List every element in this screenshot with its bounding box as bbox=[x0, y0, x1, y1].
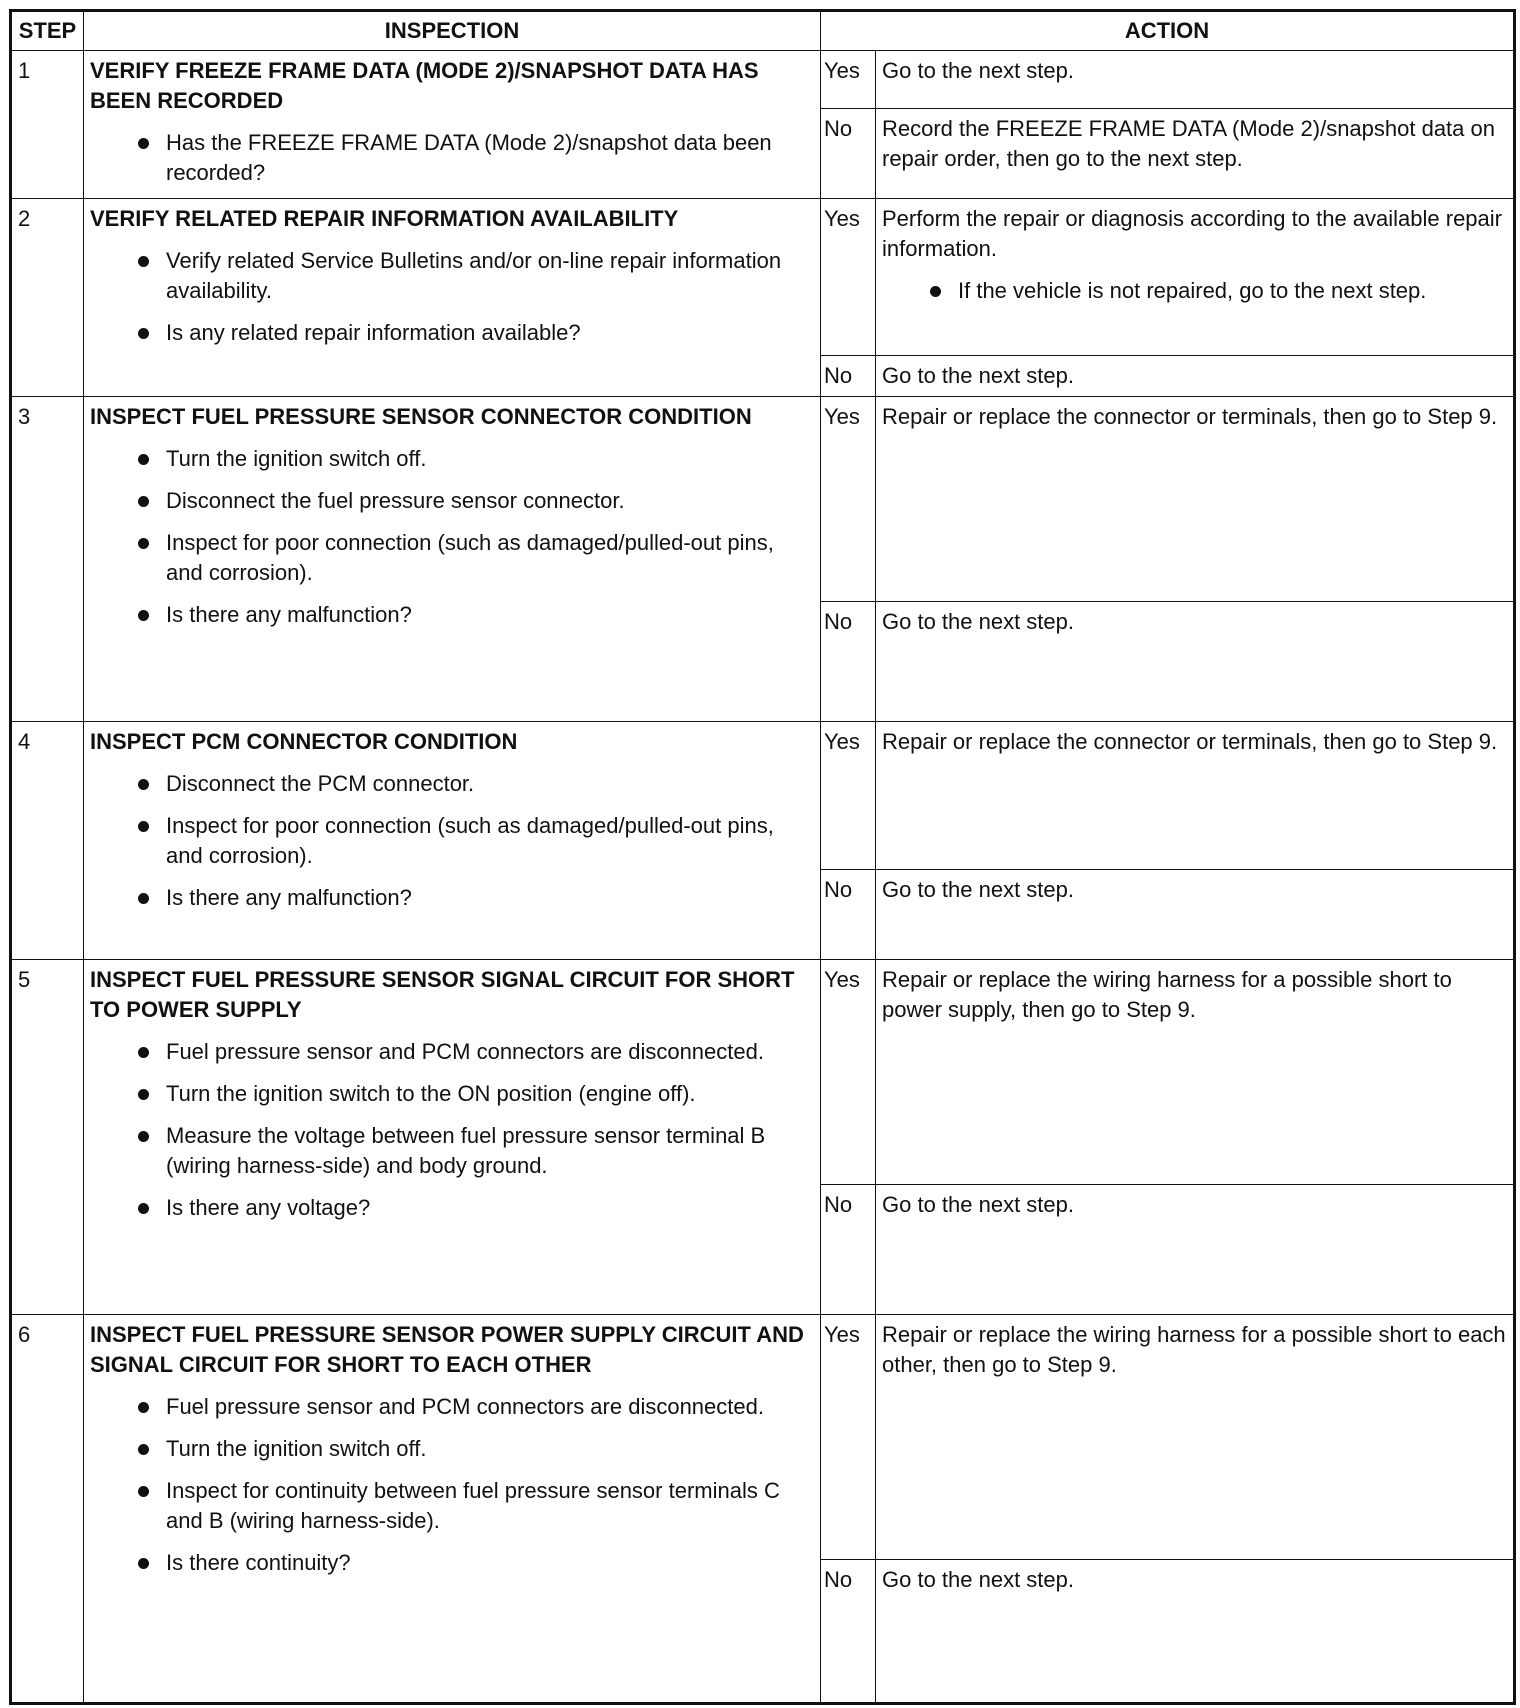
no-action: Go to the next step. bbox=[876, 356, 1515, 397]
no-action: Go to the next step. bbox=[876, 1185, 1515, 1315]
step-number: 6 bbox=[11, 1315, 84, 1704]
yes-action-bullets bbox=[882, 276, 1508, 306]
no-action: Go to the next step. bbox=[876, 1560, 1515, 1704]
yes-label: Yes bbox=[821, 1315, 876, 1560]
step-number: 1 bbox=[11, 51, 84, 199]
yes-action: Repair or replace the connector or terminals, then go to Step 9. bbox=[876, 397, 1515, 602]
inspection-cell bbox=[84, 960, 821, 1315]
no-label: No bbox=[821, 356, 876, 397]
header-action: ACTION bbox=[821, 11, 1515, 51]
inspection-bullet: Has the FREEZE FRAME DATA (Mode 2)/snapshot data been recorded? bbox=[90, 128, 815, 188]
inspection-bullet: Is any related repair information available? bbox=[90, 318, 815, 348]
inspection-bullet: Inspect for continuity between fuel pressure sensor terminals C and B (wiring harness-side). bbox=[90, 1476, 815, 1536]
yes-label: Yes bbox=[821, 51, 876, 109]
inspection-bullet: Turn the ignition switch off. bbox=[90, 1434, 815, 1464]
inspection-cell bbox=[84, 51, 821, 199]
inspection-bullet: Inspect for poor connection (such as damaged/pulled-out pins, and corrosion). bbox=[90, 811, 815, 871]
inspection-cell bbox=[84, 1315, 821, 1704]
no-label: No bbox=[821, 1185, 876, 1315]
step-row-6-yes bbox=[11, 1315, 1515, 1560]
header-inspection: INSPECTION bbox=[84, 11, 821, 51]
inspection-bullet: Turn the ignition switch off. bbox=[90, 444, 815, 474]
yes-action: Repair or replace the connector or terminals, then go to Step 9. bbox=[876, 722, 1515, 870]
header-step: STEP bbox=[11, 11, 84, 51]
inspection-bullet: Turn the ignition switch to the ON position (engine off). bbox=[90, 1079, 815, 1109]
step-row-1-yes bbox=[11, 51, 1515, 109]
yes-label: Yes bbox=[821, 960, 876, 1185]
no-action: Go to the next step. bbox=[876, 870, 1515, 960]
inspection-bullet: Is there any malfunction? bbox=[90, 883, 815, 913]
yes-action-cell bbox=[876, 199, 1515, 356]
yes-action-bullet: If the vehicle is not repaired, go to the next step. bbox=[882, 276, 1508, 306]
inspection-bullet: Is there any malfunction? bbox=[90, 600, 815, 630]
no-label: No bbox=[821, 602, 876, 722]
inspection-cell bbox=[84, 199, 821, 397]
yes-action: Perform the repair or diagnosis according to the available repair information. bbox=[882, 206, 1502, 261]
diagnostic-table bbox=[9, 9, 1516, 1705]
inspection-title: VERIFY RELATED REPAIR INFORMATION AVAILABILITY bbox=[90, 206, 679, 231]
yes-action: Go to the next step. bbox=[876, 51, 1515, 109]
inspection-bullet: Verify related Service Bulletins and/or on-line repair information availability. bbox=[90, 246, 815, 306]
yes-action: Repair or replace the wiring harness for a possible short to each other, then go to Step 9. bbox=[876, 1315, 1515, 1560]
step-row-5-yes bbox=[11, 960, 1515, 1185]
step-row-2-yes bbox=[11, 199, 1515, 356]
no-label: No bbox=[821, 109, 876, 199]
inspection-title: INSPECT FUEL PRESSURE SENSOR SIGNAL CIRCUIT FOR SHORT TO POWER SUPPLY bbox=[90, 967, 795, 1022]
inspection-bullet: Inspect for poor connection (such as damaged/pulled-out pins, and corrosion). bbox=[90, 528, 815, 588]
inspection-bullets bbox=[90, 769, 815, 913]
no-action: Record the FREEZE FRAME DATA (Mode 2)/snapshot data on repair order, then go to the next step. bbox=[876, 109, 1515, 199]
inspection-bullets bbox=[90, 1392, 815, 1578]
inspection-bullet: Fuel pressure sensor and PCM connectors are disconnected. bbox=[90, 1037, 815, 1067]
inspection-title: INSPECT FUEL PRESSURE SENSOR CONNECTOR CONDITION bbox=[90, 404, 752, 429]
inspection-bullet: Fuel pressure sensor and PCM connectors are disconnected. bbox=[90, 1392, 815, 1422]
yes-label: Yes bbox=[821, 397, 876, 602]
yes-label: Yes bbox=[821, 199, 876, 356]
step-row-3-yes bbox=[11, 397, 1515, 602]
step-row-4-yes bbox=[11, 722, 1515, 870]
header-row bbox=[11, 11, 1515, 51]
inspection-title: INSPECT PCM CONNECTOR CONDITION bbox=[90, 729, 518, 754]
inspection-bullets bbox=[90, 128, 815, 188]
inspection-cell bbox=[84, 722, 821, 960]
inspection-bullet: Measure the voltage between fuel pressure sensor terminal B (wiring harness-side) and body ground. bbox=[90, 1121, 815, 1181]
inspection-cell bbox=[84, 397, 821, 722]
inspection-bullet: Disconnect the fuel pressure sensor connector. bbox=[90, 486, 815, 516]
inspection-bullets bbox=[90, 444, 815, 630]
no-action: Go to the next step. bbox=[876, 602, 1515, 722]
inspection-bullets bbox=[90, 1037, 815, 1223]
no-label: No bbox=[821, 1560, 876, 1704]
inspection-bullets bbox=[90, 246, 815, 348]
inspection-title: VERIFY FREEZE FRAME DATA (MODE 2)/SNAPSHOT DATA HAS BEEN RECORDED bbox=[90, 58, 759, 113]
inspection-bullet: Disconnect the PCM connector. bbox=[90, 769, 815, 799]
yes-action: Repair or replace the wiring harness for a possible short to power supply, then go to Step 9. bbox=[876, 960, 1515, 1185]
step-number: 4 bbox=[11, 722, 84, 960]
step-number: 5 bbox=[11, 960, 84, 1315]
yes-label: Yes bbox=[821, 722, 876, 870]
step-number: 2 bbox=[11, 199, 84, 397]
inspection-bullet: Is there continuity? bbox=[90, 1548, 815, 1578]
no-label: No bbox=[821, 870, 876, 960]
inspection-title: INSPECT FUEL PRESSURE SENSOR POWER SUPPLY CIRCUIT AND SIGNAL CIRCUIT FOR SHORT TO EACH OTHER bbox=[90, 1322, 804, 1377]
inspection-bullet: Is there any voltage? bbox=[90, 1193, 815, 1223]
step-number: 3 bbox=[11, 397, 84, 722]
